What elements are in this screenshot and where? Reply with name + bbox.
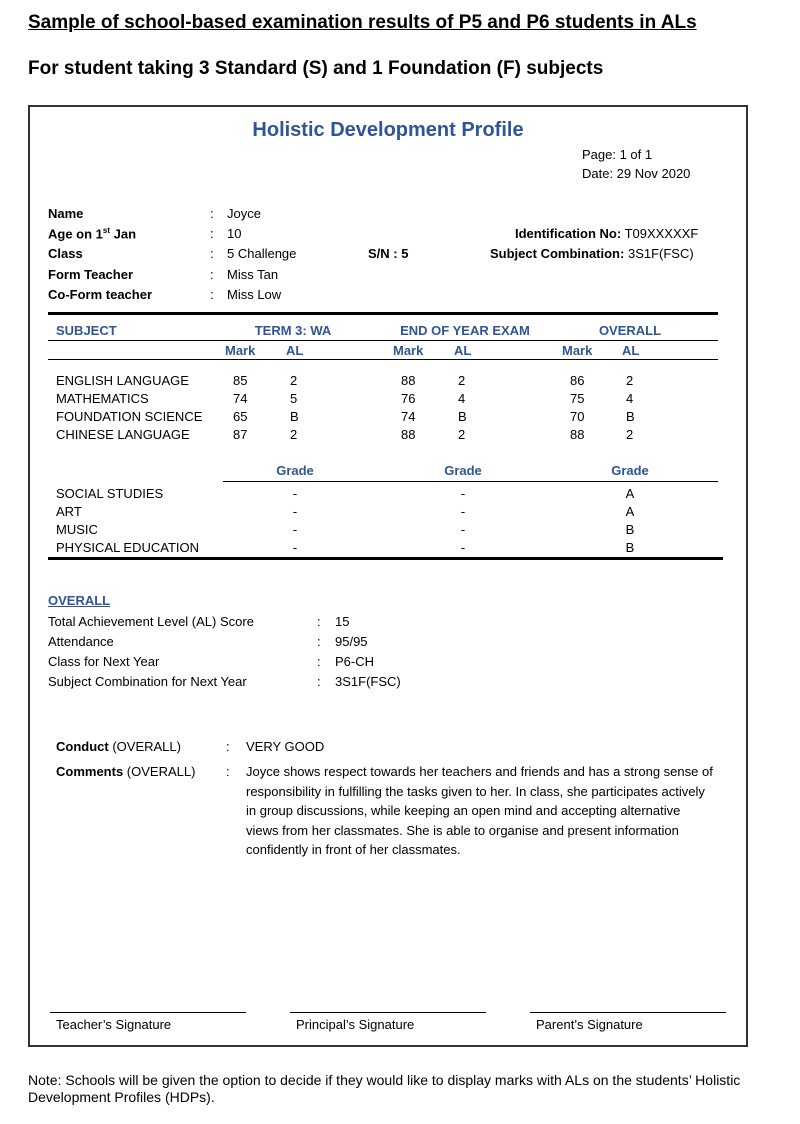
eoy-mark-label: Mark [393, 343, 424, 358]
age-label: Age on 1st Jan [48, 226, 137, 242]
form-teacher-label: Form Teacher [48, 267, 134, 282]
holistic-development-profile: Holistic Development Profile Page: 1 of 1 Date: 29 Nov 2020 Name : Joyce Age on 1st Jan : 10 Class : 5 Challenge S/N : 5 Form Teacher : Miss Tan Co-Form teacher : Miss Low Identification No: T09XXXXXF Subject Combination: 3S1F(FSC) SUBJECT TERM 3: WA END OF YEAR EXAM OVERALL Mark AL Mark AL Mark AL ENGLISH LANGUAGE 85 2 88 2 86 2 MATHEMATICS 74 5 76 4 75 4 FOUNDATION SCIENCE 65 B 74 B 70 B CHINESE LANGUAGE 87 2 88 2 88 2 Grade Grade Grade SOCIAL STUDIES - - A ART - - A MUSIC - - B PHYSICAL EDUCATION - - B OVERALL Total Achievement Level (AL) Score : 15 Attendance : 95/95 Class for Next Year : P6-CH Subject Combination for Next Year : 3S1F(FSC) Conduct (OVERALL) : VERY GOOD Comments (OVERALL) : Joyce shows respect towards her teachers and friends and has a strong sense of responsibility in fulfilling the tasks given to her. In class, she participates actively in group discussions, while keeping an open mind and accepting alternative views from her classmates. She is able to organise and present information confidently in front of her classmates. Teacher’s Signature Principal’s Signature Parent’s Signature [28, 105, 748, 1047]
grade-rule [223, 481, 718, 482]
term-header: TERM 3: WA [254, 323, 332, 338]
teacher-signature-line [50, 1012, 246, 1013]
colon: : [210, 206, 214, 221]
colon: : [226, 764, 230, 779]
eoy-grade-label: Grade [444, 463, 482, 478]
term-grade-label: Grade [276, 463, 314, 478]
subject-header: SUBJECT [56, 323, 117, 338]
co-form-teacher: Miss Low [227, 287, 282, 302]
principal-signature-label: Principal’s Signature [296, 1017, 415, 1032]
parent-signature-label: Parent’s Signature [536, 1017, 643, 1032]
overall-al-label: AL [622, 343, 640, 358]
eoy-al-label: AL [454, 343, 472, 358]
next-class: P6-CH [335, 654, 375, 669]
table-top-rule [48, 312, 718, 315]
term-mark-label: Mark [225, 343, 256, 358]
term-al-label: AL [286, 343, 304, 358]
table-bottom-rule [48, 557, 723, 560]
al-score-label: Total Achievement Level (AL) Score [48, 614, 254, 629]
colon: : [317, 654, 321, 669]
serial-number: S/N : 5 [368, 246, 409, 261]
comments-label: Comments (OVERALL) [56, 764, 196, 779]
profile-title: Holistic Development Profile [252, 119, 524, 141]
co-form-teacher-label: Co-Form teacher [48, 287, 153, 302]
eoy-header: END OF YEAR EXAM [400, 323, 530, 338]
colon: : [317, 674, 321, 689]
colon: : [210, 226, 214, 241]
header-rule [48, 340, 718, 341]
colon: : [317, 634, 321, 649]
overall-mark-label: Mark [562, 343, 593, 358]
class-label: Class [48, 246, 83, 261]
overall-header: OVERALL [598, 323, 662, 338]
next-class-label: Class for Next Year [48, 654, 160, 669]
student-age: 10 [227, 226, 242, 241]
form-teacher: Miss Tan [227, 267, 279, 282]
comments-text: Joyce shows respect towards her teachers and friends and has a strong sense of responsibility in fulfilling the tasks given to her. In class, she participates actively in group discussions, while keeping an open mind and accepting alternative views from her classmates. She is able to organise and present information confidently in front of her classmates. [246, 764, 713, 857]
conduct-value: VERY GOOD [246, 739, 325, 754]
colon: : [317, 614, 321, 629]
student-class: 5 Challenge [227, 246, 297, 261]
document-title: Sample of school-based examination results of P5 and P6 students in ALs [28, 12, 697, 33]
student-name: Joyce [227, 206, 261, 221]
next-combo-label: Subject Combination for Next Year [48, 674, 247, 689]
conduct-label: Conduct (OVERALL) [56, 739, 181, 754]
subheader-rule [48, 359, 718, 360]
colon: : [210, 287, 214, 302]
name-label: Name [48, 206, 84, 221]
colon: : [210, 267, 214, 282]
colon: : [226, 739, 230, 754]
overall-grade-label: Grade [611, 463, 649, 478]
profile-date: Date: 29 Nov 2020 [582, 166, 691, 181]
attendance-label: Attendance [48, 634, 114, 649]
teacher-signature-label: Teacher’s Signature [56, 1017, 172, 1032]
colon: : [210, 246, 214, 261]
document-subtitle: For student taking 3 Standard (S) and 1 Foundation (F) subjects [28, 58, 604, 79]
footnote: Note: Schools will be given the option to decide if they would like to display marks with ALs on the students’ Holistic Development Profiles (HDPs). [28, 1072, 741, 1105]
al-score: 15 [335, 614, 350, 629]
subject-combination: Subject Combination: 3S1F(FSC) [490, 246, 694, 261]
attendance: 95/95 [335, 634, 368, 649]
parent-signature-line [530, 1012, 726, 1013]
page-number: Page: 1 of 1 [582, 147, 653, 162]
next-combo: 3S1F(FSC) [335, 674, 401, 689]
overall-heading: OVERALL [48, 593, 111, 608]
identification-number: Identification No: T09XXXXXF [515, 226, 699, 241]
principal-signature-line [290, 1012, 486, 1013]
